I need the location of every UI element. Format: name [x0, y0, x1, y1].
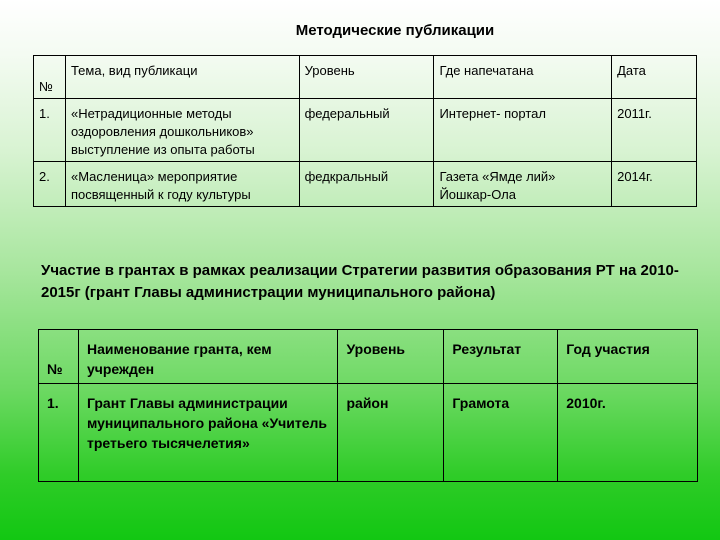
cell-date: 2011г.: [612, 99, 697, 162]
publications-header-row: [34, 56, 697, 99]
table-row: [34, 99, 697, 162]
cell-topic: «Нетрадиционные методы оздоровления дошкольников» выступление из опыта работы: [65, 99, 299, 162]
cell-number: 1.: [39, 384, 79, 482]
cell-level: федкральный: [299, 162, 434, 207]
publications-table: [33, 55, 697, 207]
cell-grant-name: Грант Главы администрации муниципального района «Учитель третьего тысячелетия»: [78, 384, 338, 482]
cell-published-where: Газета «Ямде лий» Йошкар-Ола: [434, 162, 612, 207]
cell-level: район: [338, 384, 444, 482]
header-result: Результат: [444, 330, 558, 384]
header-number: №: [34, 56, 66, 99]
cell-result: Грамота: [444, 384, 558, 482]
header-published-where: Где напечатана: [434, 56, 612, 99]
cell-published-where: Интернет- портал: [434, 99, 612, 162]
header-year: Год участия: [558, 330, 698, 384]
cell-year: 2010г.: [558, 384, 698, 482]
page-title: Методические публикации: [295, 22, 495, 39]
header-level: Уровень: [338, 330, 444, 384]
header-number: №: [39, 330, 79, 384]
header-date: Дата: [612, 56, 697, 99]
table-row: [39, 384, 698, 482]
grants-table: [38, 329, 698, 482]
grants-header-row: [39, 330, 698, 384]
header-level: Уровень: [299, 56, 434, 99]
cell-number: 2.: [34, 162, 66, 207]
grants-heading: Участие в грантах в рамках реализации Стратегии развития образования РТ на 2010-2015г (грант Главы администрации муниципального района): [41, 262, 679, 301]
cell-level: федеральный: [299, 99, 434, 162]
cell-topic: «Масленица» мероприятие посвященный к году культуры: [65, 162, 299, 207]
header-grant-name: Наименование гранта, кем учрежден: [78, 330, 338, 384]
cell-number: 1.: [34, 99, 66, 162]
cell-date: 2014г.: [612, 162, 697, 207]
header-topic: Тема, вид публикаци: [65, 56, 299, 99]
table-row: [34, 162, 697, 207]
